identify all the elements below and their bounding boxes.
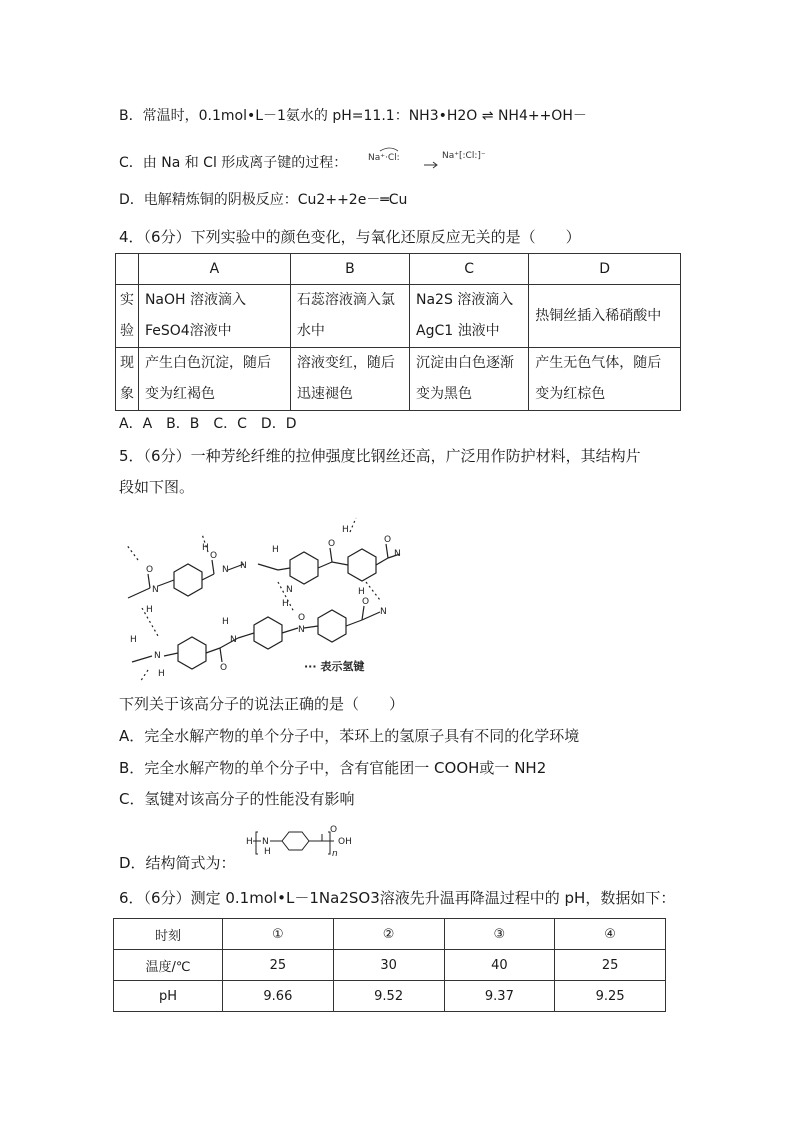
cell-a-phenomenon: 产生白色沉淀，随后变为红褐色 <box>138 348 290 411</box>
header-b: B <box>290 254 409 285</box>
q6-header-4: ④ <box>555 919 666 950</box>
q6-ph-1: 9.66 <box>223 981 334 1012</box>
q6-header-time: 时刻 <box>114 919 223 950</box>
q3-option-d: D．电解精炼铜的阴极反应：Cu2++2e－═Cu <box>119 192 408 208</box>
svg-text:O: O <box>210 551 218 561</box>
svg-text:N: N <box>222 565 229 575</box>
svg-text:O: O <box>328 539 336 549</box>
cell-c-phenomenon: 沉淀由白色逐渐变为黑色 <box>410 348 529 411</box>
formula-n-subscript: n <box>332 849 338 859</box>
q4-experiment-row <box>116 285 681 348</box>
svg-text:H: H <box>282 599 289 609</box>
ionic-bond-formation-image <box>366 146 506 172</box>
q6-ph-3: 9.37 <box>444 981 555 1012</box>
svg-text:O: O <box>384 535 392 545</box>
svg-text:O: O <box>298 613 306 623</box>
svg-text:N: N <box>154 651 161 661</box>
row-label-phenomenon: 现象 <box>116 348 139 411</box>
q6-ph-4: 9.25 <box>555 981 666 1012</box>
q6-ph-2: 9.52 <box>333 981 444 1012</box>
q6-temp-3: 40 <box>444 950 555 981</box>
row-label-experiment: 实验 <box>116 285 139 348</box>
q4-stem: 4．（6分）下列实验中的颜色变化，与氧化还原反应无关的是（ ） <box>119 228 581 246</box>
aramid-structure-image <box>118 512 408 684</box>
q6-table <box>113 918 666 1012</box>
q6-temp-label: 温度/℃ <box>114 950 223 981</box>
hydrogen-bond-legend: ··· 表示氢键 <box>304 660 365 673</box>
q6-ph-label: pH <box>114 981 223 1012</box>
q6-ph-row <box>114 981 666 1012</box>
structural-formula-image <box>242 820 362 862</box>
q4-header-row <box>116 254 681 285</box>
formula-n: N <box>262 837 269 847</box>
svg-text:N: N <box>394 549 401 559</box>
svg-text:H: H <box>146 605 153 615</box>
q5-question: 下列关于该高分子的说法正确的是（ ） <box>119 695 405 713</box>
q3-option-c: C．由 Na 和 Cl 形成离子键的过程： <box>119 155 348 171</box>
q5-stem-line2: 段如下图。 <box>119 478 195 496</box>
q5-option-d: D．结构简式为： <box>119 854 236 872</box>
formula-oh: OH <box>338 837 352 847</box>
cell-b-phenomenon: 溶液变红，随后迅速褪色 <box>290 348 409 411</box>
svg-text:H: H <box>130 635 137 645</box>
svg-text:O: O <box>330 825 338 835</box>
svg-text:O: O <box>362 597 370 607</box>
q6-temp-1: 25 <box>223 950 334 981</box>
svg-text:H: H <box>202 543 209 553</box>
formula-nh-h: H <box>264 847 271 857</box>
svg-text:H: H <box>222 617 229 627</box>
q4-table <box>115 253 681 411</box>
cell-d-experiment: 热铜丝插入稀硝酸中 <box>529 285 681 348</box>
header-d: D <box>529 254 681 285</box>
q6-header-3: ③ <box>444 919 555 950</box>
q6-header-2: ② <box>333 919 444 950</box>
header-empty <box>116 254 139 285</box>
svg-text:N: N <box>240 561 247 571</box>
q4-phenomenon-row <box>116 348 681 411</box>
cell-d-phenomenon: 产生无色气体，随后变为红棕色 <box>529 348 681 411</box>
svg-text:N: N <box>286 585 293 595</box>
svg-text:H: H <box>158 669 165 679</box>
svg-text:O: O <box>220 663 228 673</box>
formula-h: H <box>246 837 253 847</box>
svg-text:N: N <box>380 607 387 617</box>
q5-option-c: C．氢键对该高分子的性能没有影响 <box>119 790 355 808</box>
svg-text:H: H <box>272 545 279 555</box>
q5-stem-line1: 5．（6分）一种芳纶纤维的拉伸强度比钢丝还高，广泛用作防护材料，其结构片 <box>119 447 641 465</box>
header-c: C <box>410 254 529 285</box>
svg-text:N: N <box>230 635 237 645</box>
q3-option-b: B．常温时，0.1mol•L－1氨水的 pH=11.1：NH3•H2O ⇌ NH4++OH－ <box>119 108 587 124</box>
svg-text:O: O <box>146 565 154 575</box>
q6-temp-4: 25 <box>555 950 666 981</box>
header-a: A <box>138 254 290 285</box>
svg-text:N: N <box>152 585 159 595</box>
q5-option-b: B．完全水解产物的单个分子中，含有官能团一 COOH或一 NH2 <box>119 759 547 777</box>
q5-option-a: A．完全水解产物的单个分子中，苯环上的氢原子具有不同的化学环境 <box>119 727 580 745</box>
q4-options: A．A B．B C．C D．D <box>119 416 297 432</box>
ionic-right: Na⁺[:Cl:]⁻ <box>442 151 486 161</box>
q6-temp-2: 30 <box>333 950 444 981</box>
q6-stem: 6．（6分）测定 0.1mol•L－1Na2SO3溶液先升温再降温过程中的 pH，数据如下： <box>119 889 676 907</box>
svg-text:H: H <box>342 525 349 535</box>
svg-text:H: H <box>358 587 365 597</box>
ionic-left: Na⁺·Cl: <box>368 153 400 163</box>
q6-temp-row <box>114 950 666 981</box>
cell-c-experiment: Na2S 溶液滴入 AgC1 浊液中 <box>410 285 529 348</box>
q6-header-1: ① <box>223 919 334 950</box>
cell-b-experiment: 石蕊溶液滴入氯水中 <box>290 285 409 348</box>
cell-a-experiment: NaOH 溶液滴入 FeSO4溶液中 <box>138 285 290 348</box>
svg-text:N: N <box>298 625 305 635</box>
q6-header-row <box>114 919 666 950</box>
